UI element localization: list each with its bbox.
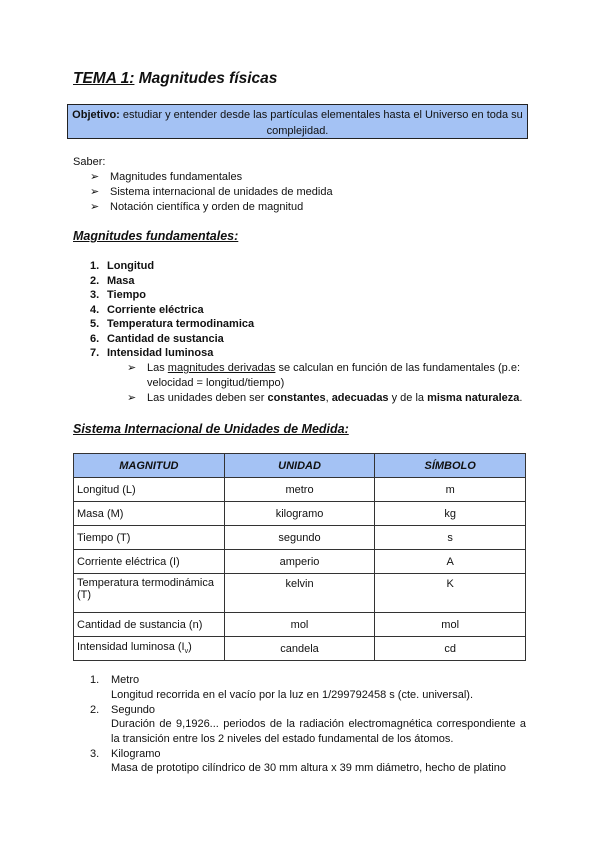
definition-title: 1. Metro bbox=[90, 674, 140, 686]
note-derivadas-cont: velocidad = longitud/tiempo) bbox=[147, 377, 285, 389]
arrow-bullet-icon: ➢ bbox=[90, 201, 100, 213]
table-row: Temperatura termodinámica (T) kelvin K bbox=[74, 574, 526, 613]
note-unidades: ➢ Las unidades deben ser constantes, adecuadas y de la misma naturaleza. bbox=[127, 392, 523, 404]
saber-label: Saber: bbox=[73, 156, 106, 168]
list-item: 5. Temperatura termodinamica bbox=[90, 318, 255, 330]
objective-text: estudiar y entender desde las partículas elementales hasta el Universo en toda su complejidad. bbox=[119, 109, 523, 137]
si-units-table bbox=[73, 453, 526, 661]
list-item: 6. Cantidad de sustancia bbox=[90, 332, 224, 345]
table-row: Cantidad de sustancia (n) mol mol bbox=[74, 613, 526, 637]
column-header: SÍMBOLO bbox=[375, 454, 526, 478]
list-item: 4. Corriente eléctrica bbox=[90, 303, 204, 316]
table-row: Tiempo (T) segundo s bbox=[74, 526, 526, 550]
definition-text: Duración de 9,1926... periodos de la radiación electromagnética correspondiente a bbox=[111, 718, 526, 730]
section-heading-fundamentales: Magnitudes fundamentales: bbox=[73, 229, 239, 243]
table-row: Masa (M) kilogramo kg bbox=[74, 502, 526, 526]
page-title: TEMA 1: Magnitudes físicas bbox=[73, 70, 278, 87]
arrow-bullet-icon: ➢ bbox=[127, 392, 137, 404]
table-header-row bbox=[74, 454, 526, 478]
arrow-bullet-icon: ➢ bbox=[127, 362, 137, 374]
arrow-bullet-icon: ➢ bbox=[90, 186, 100, 198]
column-header: MAGNITUD bbox=[74, 454, 225, 478]
list-item: ➢ Notación científica y orden de magnitud bbox=[90, 201, 304, 213]
list-item: 2. Masa bbox=[90, 274, 135, 287]
definition-text: Longitud recorrida en el vacío por la luz en 1/299792458 s (cte. universal). bbox=[111, 689, 473, 701]
table-row: Intensidad luminosa $(I_v)$ candela cd bbox=[74, 637, 526, 661]
definition-title: 3. Kilogramo bbox=[90, 747, 161, 760]
note-derivadas: ➢ Las magnitudes derivadas se calculan en función de las fundamentales (p.e: bbox=[127, 362, 521, 374]
definition-title: 2. Segundo bbox=[90, 703, 156, 716]
list-item: ➢ Magnitudes fundamentales bbox=[90, 171, 243, 183]
column-header: UNIDAD bbox=[224, 454, 375, 478]
list-item: 7. Intensidad luminosa bbox=[90, 347, 214, 359]
arrow-bullet-icon: ➢ bbox=[90, 171, 100, 183]
table-row: Longitud (L) metro m bbox=[74, 478, 526, 502]
list-item: ➢ Sistema internacional de unidades de medida bbox=[90, 186, 333, 198]
definition-text: la transición entre los 2 niveles del estado fundamental de los átomos. bbox=[111, 733, 454, 745]
objective-label: Objetivo: bbox=[72, 109, 120, 121]
section-heading-si: Sistema Internacional de Unidades de Medida: bbox=[73, 422, 349, 436]
table-row: Corriente eléctrica (I) amperio A bbox=[74, 550, 526, 574]
definition-text: Masa de prototipo cilíndrico de 30 mm altura x 39 mm diámetro, hecho de platino bbox=[111, 762, 506, 774]
objective-box bbox=[67, 104, 528, 139]
list-item: 3. Tiempo bbox=[90, 289, 146, 301]
list-item: 1. Longitud bbox=[90, 260, 155, 272]
